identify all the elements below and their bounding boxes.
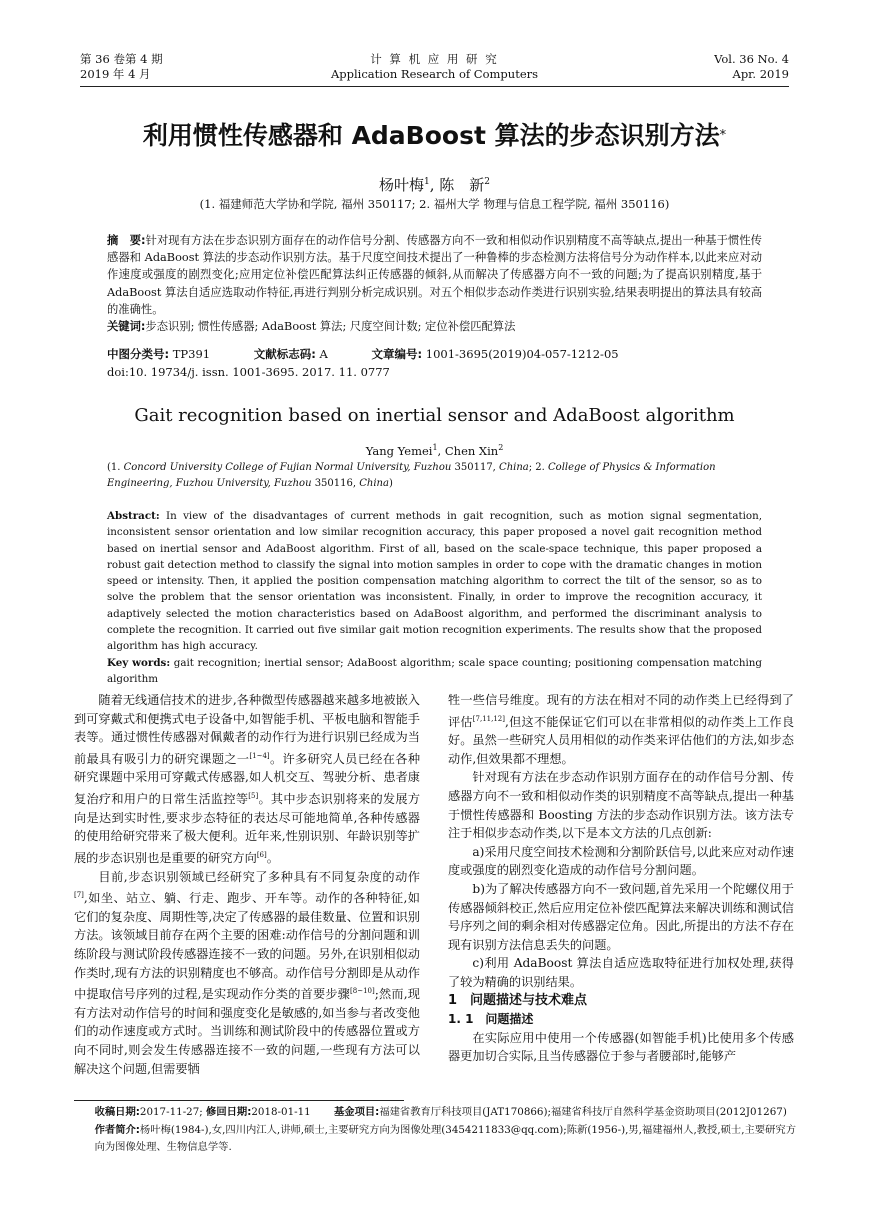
footnote-dates-funding [74, 1104, 796, 1122]
authors-cn [0, 171, 869, 196]
author-cn-1-affil: 1 [424, 177, 430, 187]
affil-en-suffix: ) [388, 478, 393, 489]
body-paragraph [74, 868, 420, 1079]
body-paragraph: 在实际应用中使用一个传感器(如智能手机)比使用多个传感器更加切合实际,且当传感器位于参与者腰部时,能够产 [448, 1030, 794, 1064]
affiliation-en [107, 460, 762, 492]
abstract-en-text: In view of the disadvantages of current methods in gait recognition, such as motion signal segmentation, inconsistent sensor orientation and low similar recognition accuracy, this paper proposed a novel gait recognition method based on inertial sensor and AdaBoost algorithm. First of all, based on the scale-space technique, this paper proposed a robust gait detection method to classify the signal into motion samples in order to cope with the dramatic changes in motion speed or intensity. Then, it applied the position compensation matching algorithm to correct the tilt of the sensor, so as to solve the problem that the sensor orientation was inconsistent. Finally, in order to improve the recognition accuracy, it adaptively selected the motion characteristics based on AdaBoost algorithm, and performed the discriminant analysis to complete the recognition. It carried out five similar gait motion recognition experiments. The results show that the proposed algorithm has high accuracy. [107, 510, 762, 653]
abstract-cn-text: 针对现有方法在步态识别方面存在的动作信号分割、传感器方向不一致和相似动作识别精度不高等缺点,提出一种基于惯性传感器和 AdaBoost 算法的步态动作识别方法。基于尺度空间技术提出了一种鲁棒的步态检测方法将信号分为动作样本,以此来应对动作速度或强度的剧烈变化;应用定位补偿匹配算法纠正传感器的倾斜,从而解决了传感器方向不一致的问题;为了提高识别精度,基于 AdaBoost 算法自适应选取动作特征,再进行判别分析完成识别。对五个相似步态动作类进行识别实验,结果表明提出的算法具有较高的准确性。 [107, 234, 762, 316]
abstract-en-paragraph [107, 508, 762, 655]
keywords-cn-label: 关键词: [107, 320, 146, 334]
body-paragraph [74, 691, 420, 868]
journal-name-cn: 计 算 机 应 用 研 究 [370, 52, 499, 66]
doc-code-label: 文献标志码: [253, 347, 316, 361]
text-run: 牲一些信号维度。现有的方法在相对不同的动作类上已经得到了评估 [448, 693, 794, 729]
text-run: 。许多研究人员已经在各种研究课题中采用可穿戴式传感器,如人机交互、驾驶分析、患者康复治疗和用户的日常生活监控等 [74, 751, 421, 807]
received-date: 2017-11-27; [139, 1106, 203, 1118]
title-footnote-mark: * [719, 128, 727, 143]
authors-en [0, 440, 869, 459]
affil-en-org2: College of Physics & Information Engineering, Fuzhou University, Fuzhou [107, 462, 716, 489]
abstract-cn [107, 232, 762, 335]
bio-label: 作者简介: [94, 1123, 140, 1136]
section-heading: 1 问题描述与技术难点 [448, 992, 588, 1008]
text-run: 目前,步态识别领域已经研究了多种具有不同复杂度的动作 [98, 869, 420, 884]
author-en-2: , Chen Xin [437, 443, 499, 458]
footnote-author-bio [74, 1122, 796, 1157]
bio-text: 杨叶梅(1984-),女,四川内江人,讲师,硕士,主要研究方向为图像处理(3454211833@qq.com);陈新(1956-),男,福建福州人,教授,硕士,主要研究方向为图像处理、生物信息学等. [94, 1123, 796, 1153]
revised-label: 修回日期: [206, 1106, 252, 1118]
author-en-2-affil: 2 [498, 443, 504, 452]
contribution-a: a)采用尺度空间技术检测和分割阶跃信号,以此来应对动作速度或强度的剧烈变化造成的动作信号分割问题。 [448, 844, 794, 878]
text-run: 。 [266, 850, 279, 865]
fund-label: 基金项目: [334, 1106, 380, 1118]
affil-en-prefix: (1. [107, 462, 124, 473]
footnote [74, 1104, 796, 1157]
text-run: 随着无线通信技术的进步,各种微型传感器越来越多地被嵌入到可穿戴式和便携式电子设备中,如智能手机、平板电脑和智能手表等。通过惯性传感器对佩戴者的动作行为进行识别已经成为当前最具有吸引力的研究课题之一 [74, 693, 420, 766]
paper-title-cn [0, 118, 869, 154]
subsection-heading: 1. 1 问题描述 [448, 1012, 534, 1027]
citation: [8~10] [350, 987, 375, 996]
text-run: ,如坐、站立、躺、行走、跑步、开车等。动作的各种特征,如它们的复杂度、周期性等,决定了传感器的最佳数量、位置和识别方法。该领域目前存在两个主要的困难:动作信号的分割问题和训练阶段与测试阶段传感器连接不一致的问题。另外,在识别相似动作类时,现有方法的识别精度也不够高。动作信号分割即是从动作中提取信号序列的过程,是实现动作分类的首要步骤 [74, 891, 420, 1002]
footnote-rule [74, 1100, 404, 1101]
date-en: Apr. 2019 [732, 67, 789, 81]
article-no-value: 1001-3695(2019)04-057-1212-05 [425, 347, 619, 361]
affil-en-country1: China [499, 462, 529, 473]
volume-cn: 第 36 卷第 4 期 [80, 52, 163, 66]
paper-title-en: Gait recognition based on inertial sensor and AdaBoost algorithm [134, 405, 735, 426]
running-header-right [714, 52, 789, 82]
author-cn-1: 杨叶梅 [378, 176, 424, 194]
author-cn-2-affil: 2 [484, 177, 491, 187]
journal-name-en: Application Research of Computers [330, 67, 539, 81]
text-run: 。其中步态识别将来的发展方向是达到实时性,要求步态特征的表达尽可能地简单,各种传感器的使用给研究带来了极大便利。近年来,性别识别、年龄识别等扩展的步态识别也是重要的研究方向 [74, 792, 421, 865]
volume-en: Vol. 36 No. 4 [714, 52, 789, 66]
body-column-right [448, 691, 794, 1066]
citation: [1~4] [249, 751, 270, 760]
keywords-en [107, 655, 762, 688]
citation: [5] [248, 792, 259, 801]
text-run: ,但这不能保证它们可以在非常相似的动作类上工作良好。虽然一些研究人员用相似的动作类来评估他们的方法,如步态动作,但效果都不理想。 [448, 714, 795, 766]
body-paragraph: 针对现有方法在步态动作识别方面存在的动作信号分割、传感器方向不一致和相似动作类的识别精度不高等缺点,提出一种基于惯性传感器和 Boosting 方法的步态动作识别方法。该方法专注于相似步态动作类,以下是本文方法的几点创新: [448, 770, 794, 841]
classification-row [107, 346, 619, 363]
doc-code-value: A [319, 347, 328, 361]
date-cn: 2019 年 4 月 [80, 67, 151, 81]
keywords-cn [107, 318, 762, 335]
clc-value: TP391 [172, 347, 211, 361]
citation: [6] [256, 850, 267, 859]
affil-en-mid1: 350117, [451, 462, 500, 473]
text-run: ;然而,现有方法对动作信号的时间和强度变化是敏感的,如当参与者改变他们的动作速度或方式时。当训练和测试阶段中的传感器位置或方向不同时,则会发生传感器连接不一致的问题,一些现有方法可以解决这个问题,但需要牺 [74, 987, 420, 1076]
body-column-left [74, 691, 420, 1078]
keywords-en-text: gait recognition; inertial sensor; AdaBoost algorithm; scale space counting; positioning compensation matching algorithm [107, 656, 763, 685]
abstract-en [107, 508, 762, 687]
affiliation-cn: (1. 福建师范大学协和学院, 福州 350117; 2. 福州大学 物理与信息工程学院, 福州 350116) [199, 197, 670, 211]
clc-label: 中图分类号: [107, 347, 170, 361]
abstract-en-label: Abstract: [107, 510, 160, 522]
author-en-1: Yang Yemei [365, 443, 433, 458]
title-cn-text: 利用惯性传感器和 AdaBoost 算法的步态识别方法 [142, 121, 720, 150]
doi: doi:10. 19734/j. issn. 1001-3695. 2017. 11. 0777 [107, 365, 390, 379]
citation: [7] [74, 891, 84, 900]
header-rule [80, 86, 789, 87]
keywords-cn-text: 步态识别; 惯性传感器; AdaBoost 算法; 尺度空间计数; 定位补偿匹配算法 [145, 320, 516, 334]
abstract-cn-paragraph [107, 232, 762, 318]
citation: [7,11,12] [472, 714, 505, 723]
affil-en-mid2: ; 2. [528, 462, 549, 473]
author-en-1-affil: 1 [432, 443, 438, 452]
abstract-cn-label: 摘 要: [107, 234, 146, 247]
affil-en-country2: China [359, 478, 389, 489]
affil-en-org1: Concord University College of Fujian Normal University, Fuzhou [123, 462, 452, 473]
contribution-c: c)利用 AdaBoost 算法自适应选取特征进行加权处理,获得了较为精确的识别结果。 [448, 956, 794, 989]
author-cn-2: , 陈 新 [429, 176, 485, 194]
revised-date: 2018-01-11 [251, 1106, 311, 1118]
received-label: 收稿日期: [94, 1106, 140, 1118]
affil-en-mid3: 350116, [311, 478, 360, 489]
article-no-label: 文章编号: [371, 347, 423, 361]
fund-text: 福建省教育厅科技项目(JAT170866);福建省科技厅自然科学基金资助项目(2012J01267) [379, 1106, 787, 1118]
keywords-en-label: Key words: [107, 656, 171, 669]
body-paragraph [448, 691, 794, 768]
contribution-b: b)为了解决传感器方向不一致问题,首先采用一个陀螺仪用于传感器倾斜校正,然后应用定位补偿匹配算法来解决训练和测试信号序列之间的剩余相对传感器定位角。因此,所提出的方法不存在现有识别方法信息丢失的问题。 [448, 882, 794, 952]
